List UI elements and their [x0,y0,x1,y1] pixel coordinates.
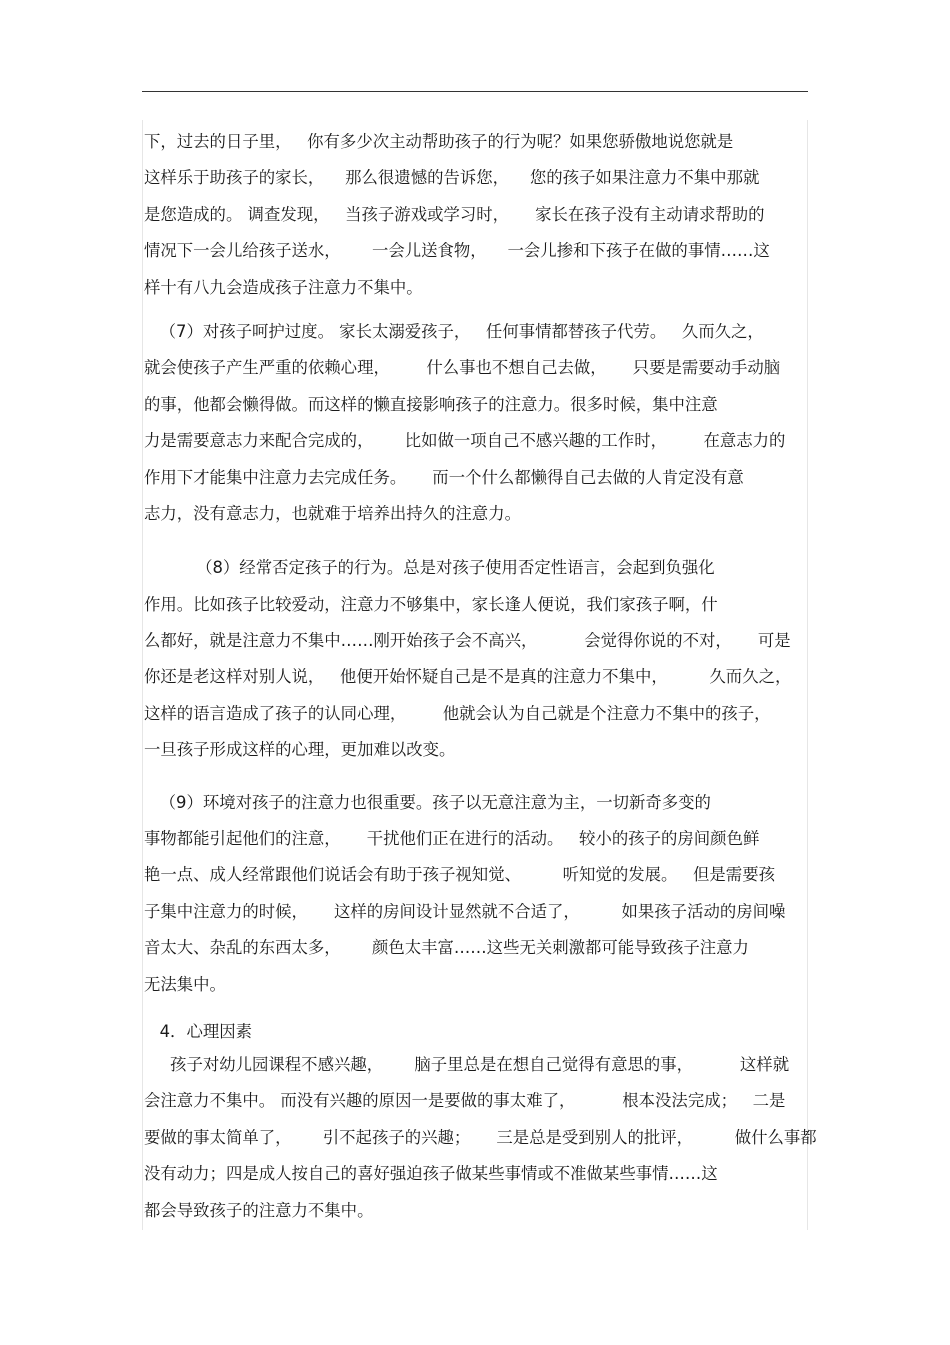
text-frame-left-border [142,120,143,1230]
text-line: 么都好，就是注意力不集中……刚开始孩子会不高兴， 会觉得你说的不对， 可是 [144,631,791,651]
text-line: 就会使孩子产生严重的依赖心理， 什么事也不想自己去做， 只要是需要动手动脑 [144,358,781,378]
paragraph-3 [144,550,808,768]
text-line: 这样乐于助孩子的家长， 那么很遗憾的告诉您， 您的孩子如果注意力不集中那就 [144,168,760,188]
text-line: 这样的语言造成了孩子的认同心理， 他就会认为自己就是个注意力不集中的孩子， [144,703,771,723]
text-line: 一旦孩子形成这样的心理，更加难以改变。 [144,740,456,760]
text-line: （9）环境对孩子的注意力也很重要。孩子以无意注意为主，一切新奇多变的 [144,792,711,812]
text-line: 没有动力；四是成人按自己的喜好强迫孩子做某些事情或不准做某些事情……这 [144,1164,718,1184]
text-line: 力是需要意志力来配合完成的， 比如做一项自己不感兴趣的工作时， 在意志力的 [144,431,786,451]
paragraph-2 [144,314,808,532]
paragraph-1 [144,124,808,306]
text-line: 事物都能引起他们的注意， 干扰他们正在进行的活动。 较小的孩子的房间颜色鲜 [144,829,760,849]
header-rule [142,91,808,92]
document-body [144,124,817,1229]
paragraph-gap [144,532,808,550]
text-line: 子集中注意力的时候， 这样的房间设计显然就不合适了， 如果孩子活动的房间噪 [144,901,786,921]
section-heading: 4．心理因素 [144,1021,253,1041]
text-line: 会注意力不集中。 而没有兴趣的原因一是要做的事太难了， 根本没法完成； 二是 [144,1091,786,1111]
text-line: 孩子对幼儿园课程不感兴趣， 脑子里总是在想自己觉得有意思的事， 这样就 [144,1054,790,1074]
text-line: 无法集中。 [144,974,226,994]
paragraph-gap [144,1003,808,1017]
text-line: 音太大、杂乱的东西太多， 颜色太丰富……这些无关刺激都可能导致孩子注意力 [144,938,749,958]
text-line: 样十有八九会造成孩子注意力不集中。 [144,277,423,297]
paragraph-gap [144,306,808,314]
text-line: 志力，没有意志力，也就难于培养出持久的注意力。 [144,503,521,523]
text-line: 要做的事太简单了， 引不起孩子的兴趣； 三是总是受到别人的批评， 做什么事都 [144,1127,817,1147]
text-line: 是您造成的。 调查发现， 当孩子游戏或学习时， 家长在孩子没有主动请求帮助的 [144,204,765,224]
text-line: 下，过去的日子里， 你有多少次主动帮助孩子的行为呢？如果您骄傲地说您就是 [144,132,734,151]
text-line: 作用。比如孩子比较爱动，注意力不够集中，家长逢人便说，我们家孩子啊，什 [144,594,718,614]
text-line: （7）对孩子呵护过度。 家长太溺爱孩子， 任何事情都替孩子代劳。 久而久之， [144,321,764,341]
text-line: （8）经常否定孩子的行为。总是对孩子使用否定性语言，会起到负强化 [144,558,715,578]
text-line: 都会导致孩子的注意力不集中。 [144,1200,374,1220]
text-line: 作用下才能集中注意力去完成任务。 而一个什么都懒得自己去做的人肯定没有意 [144,467,744,487]
text-line: 情况下一会儿给孩子送水， 一会儿送食物， 一会儿掺和下孩子在做的事情……这 [144,241,770,261]
paragraph-5 [144,1047,817,1229]
paragraph-4 [144,785,808,1003]
text-line: 你还是老这样对别人说， 他便开始怀疑自己是不是真的注意力不集中， 久而久之， [144,667,792,687]
text-line: 艳一点、成人经常跟他们说话会有助于孩子视知觉、 听知觉的发展。 但是需要孩 [144,865,775,885]
paragraph-gap [144,769,808,785]
text-line: 的事，他都会懒得做。而这样的懒直接影响孩子的注意力。很多时候，集中注意 [144,394,718,414]
